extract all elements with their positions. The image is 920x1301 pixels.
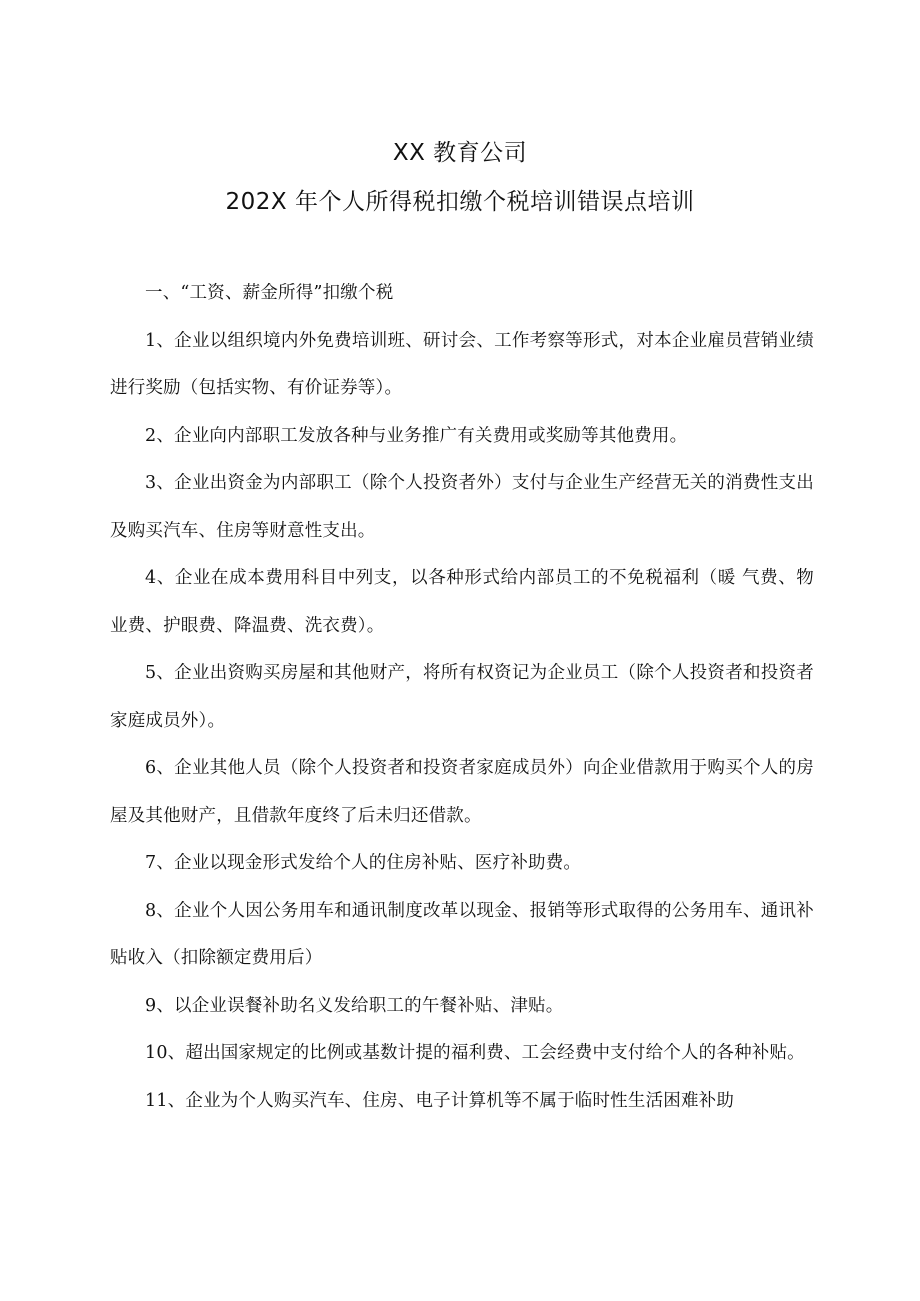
list-item: 2、企业向内部职工发放各种与业务推广有关费用或奖励等其他费用。 xyxy=(145,425,688,446)
document-title: 202X 年个人所得税扣缴个税培训错误点培训 xyxy=(225,189,695,215)
section-heading: 一、“工资、薪金所得”扣缴个税 xyxy=(145,283,394,303)
list-item: 6、企业其他人员（除个人投资者和投资者家庭成员外）向企业借款用于购买个人的房屋及其他财产，且借款年度终了后未归还借款。 xyxy=(110,758,814,826)
list-item: 9、以企业误餐补助名义发给职工的午餐补贴、津贴。 xyxy=(145,995,564,1016)
company-title: XX 教育公司 xyxy=(392,140,528,166)
list-item: 8、企业个人因公务用车和通讯制度改革以现金、报销等形式取得的公务用车、通讯补贴收入（扣除额定费用后） xyxy=(110,900,814,968)
list-item: 1、企业以组织境内外免费培训班、研讨会、工作考察等形式，对本企业雇员营销业绩进行奖励（包括实物、有价证券等）。 xyxy=(110,330,814,398)
list-item: 10、超出国家规定的比例或基数计提的福利费、工会经费中支付给个人的各种补贴。 xyxy=(145,1043,805,1063)
list-item: 11、企业为个人购买汽车、住房、电子计算机等不属于临时性生活困难补助 xyxy=(145,1090,735,1111)
document-body xyxy=(110,270,814,1125)
list-item: 4、企业在成本费用科目中列支，以各种形式给内部员工的不免税福利（暖 气费、物业费、护眼费、降温费、洗衣费）。 xyxy=(110,568,814,636)
list-item: 3、企业出资金为内部职工（除个人投资者外）支付与企业生产经营无关的消费性支出及购买汽车、住房等财意性支出。 xyxy=(110,473,814,541)
list-item: 5、企业出资购买房屋和其他财产，将所有权资记为企业员工（除个人投资者和投资者家庭成员外）。 xyxy=(110,663,814,731)
list-item: 7、企业以现金形式发给个人的住房补贴、医疗补助费。 xyxy=(145,853,582,873)
